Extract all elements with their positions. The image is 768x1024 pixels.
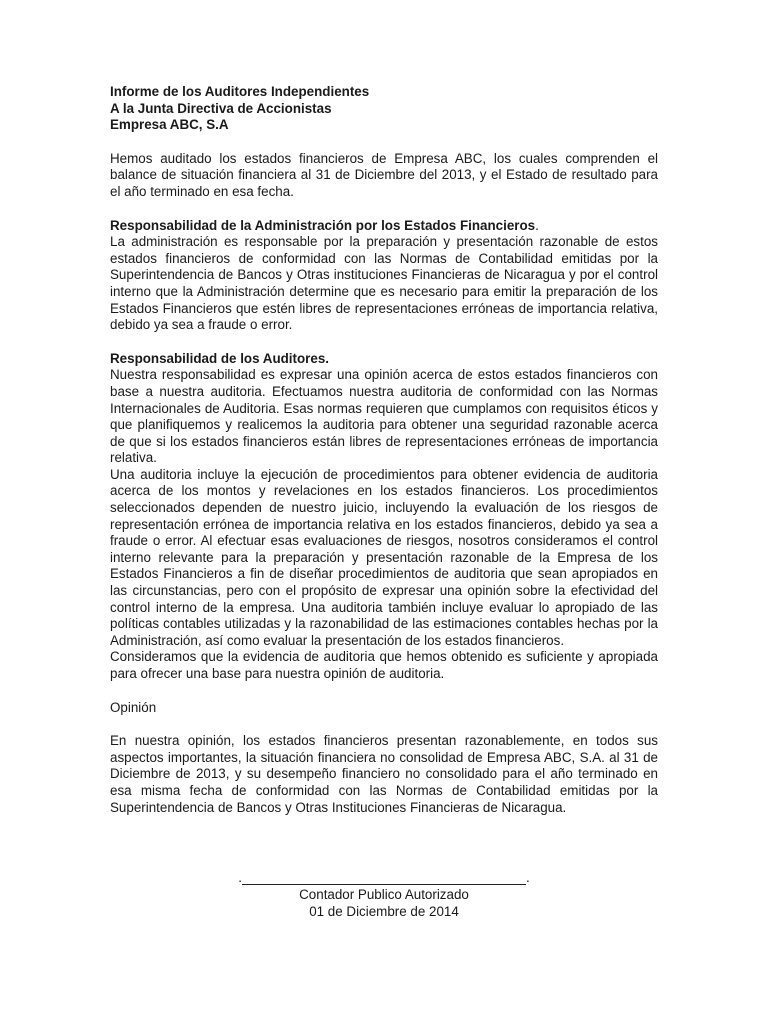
auditors-section xyxy=(110,351,658,683)
opinion-title: Opinión xyxy=(110,699,157,715)
signature-date: 01 de Diciembre de 2014 xyxy=(309,904,459,919)
audit-report xyxy=(110,84,658,816)
signature-trail-mark: . xyxy=(526,870,530,885)
signature-block xyxy=(110,868,658,920)
signature-line-row xyxy=(110,868,658,886)
management-title xyxy=(110,218,658,235)
report-addressee: A la Junta Directiva de Accionistas xyxy=(110,100,332,116)
auditors-body-1: Nuestra responsabilidad es expresar una opinión acerca de estos estados financieros con base a nuestra auditoria. Efectuamos nuestra auditoria de conformidad con las Normas Internacionales de Auditoria. Esas normas requieren que cumplamos con requisitos éticos y que planifiquemos y realicemos la auditoria para obtener una seguridad razonable acerca de que si los estados financieros están libres de representaciones erróneas de importancia relativa. xyxy=(110,367,658,466)
auditors-body-3: Consideramos que la evidencia de auditoria que hemos obtenido es suficiente y apropiada para ofrecer una base para nuestra opinión de auditoria. xyxy=(110,649,658,681)
report-heading xyxy=(110,84,658,134)
signer-title: Contador Publico Autorizado xyxy=(299,887,469,902)
auditors-title: Responsabilidad de los Auditores. xyxy=(110,350,329,366)
intro-paragraph: Hemos auditado los estados financieros de Empresa ABC, los cuales comprenden el balance de situación financiera al 31 de Diciembre del 2013, y el Estado de resultado para el año terminado en esa fecha. xyxy=(110,150,658,199)
management-section xyxy=(110,218,658,334)
signature-lead-mark: . xyxy=(238,870,242,885)
management-body: La administración es responsable por la preparación y presentación razonable de estos estados financieros de conformidad con las Normas de Contabilidad emitidas por la Superintendencia de Bancos y Otras instituciones Financieras de Nicaragua y por el control interno que la Administración determine que es necesario para emitir la preparación de los Estados Financieros que estén libres de representaciones erróneas de importancia relativa, debido ya sea a fraude o error. xyxy=(110,234,658,333)
management-title-text: Responsabilidad de la Administración por los Estados Financieros xyxy=(110,217,536,233)
report-title: Informe de los Auditores Independientes xyxy=(110,84,370,99)
opinion-body: En nuestra opinión, los estados financieros presentan razonablemente, en todos sus aspectos importantes, la situación financiera no consolidad de Empresa ABC, S.A. al 31 de Diciembre de 2013, y su desempeño financiero no consolidado para el año terminado en esa misma fecha de conformidad con las Normas de Contabilidad emitidas por la Superintendencia de Bancos y Otras Instituciones Financieras de Nicaragua. xyxy=(110,733,658,815)
signature-line xyxy=(242,870,526,885)
management-title-suffix: . xyxy=(535,217,539,233)
report-company: Empresa ABC, S.A xyxy=(110,117,229,133)
opinion-section xyxy=(110,700,658,817)
auditors-body-2: Una auditoria incluye la ejecución de procedimientos para obtener evidencia de auditoria acerca de los montos y revelaciones en los estados financieros. Los procedimientos seleccionados dependen de nuestro juicio, incluyendo la evaluación de los riesgos de representación errónea de importancia relativa en los estados financieros, debido ya sea a fraude o error. Al efectuar esas evaluaciones de riesgos, nosotros consideramos el control interno relevante para la preparación y presentación razonable de la Empresa de los Estados Financieros a fin de diseñar procedimientos de auditoria que sean apropiados en las circunstancias, pero con el propósito de expresar una opinión sobre la efectividad del control interno de la empresa. Una auditoria también incluye evaluar lo apropiado de las políticas contables utilizadas y la razonabilidad de las estimaciones contables hechas por la Administración, así como evaluar la presentación de los estados financieros. xyxy=(110,466,658,648)
